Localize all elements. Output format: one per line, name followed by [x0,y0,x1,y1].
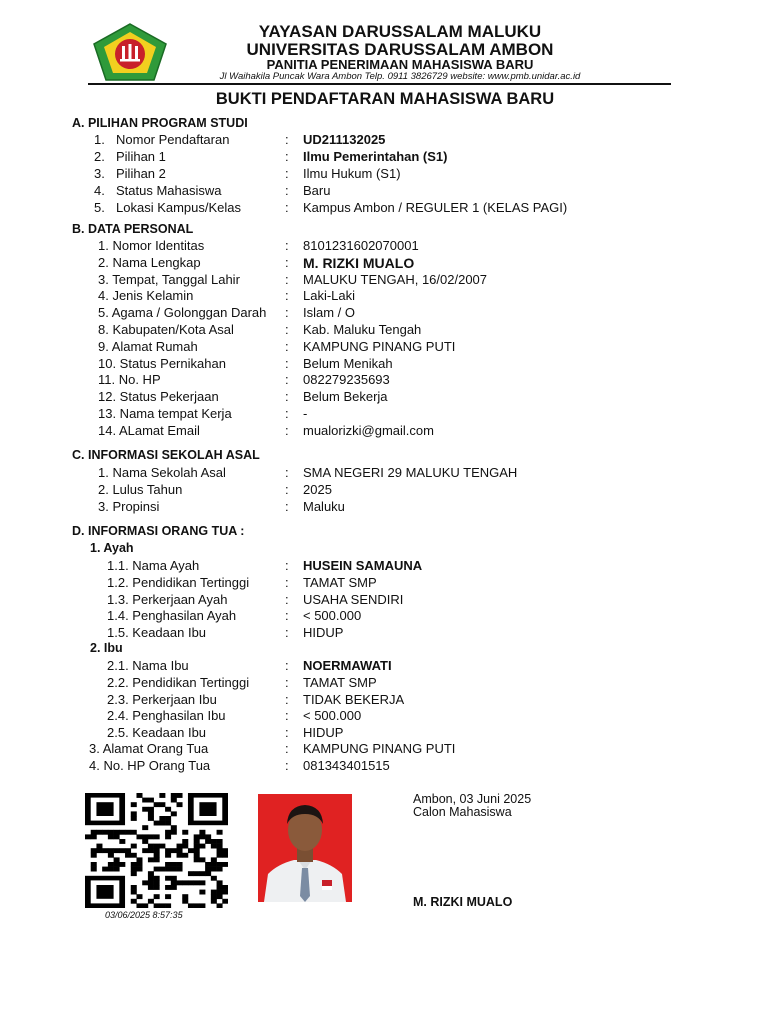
ayah-heading: 1. Ayah [90,541,134,555]
data-row [0,692,768,709]
ibu-heading: 2. Ibu [90,641,123,655]
row-value: Laki-Laki [303,288,356,304]
header-org: YAYASAN DARUSSALAM MALUKU [258,22,542,41]
row-value: 082279235693 [303,372,390,388]
row-colon: : [285,708,289,724]
row-colon: : [285,132,289,147]
qr-code [85,793,228,908]
row-colon: : [285,183,289,198]
row-value: - [303,406,308,421]
data-row [0,322,768,339]
data-row [0,558,768,575]
row-value: TAMAT SMP [303,674,377,690]
row-colon: : [285,625,289,641]
data-row [0,339,768,356]
data-row [0,741,768,758]
row-value: MALUKU TENGAH, 16/02/2007 [303,271,488,287]
data-row [0,132,768,149]
data-row [0,575,768,592]
data-row [0,708,768,725]
data-row [0,465,768,482]
data-row [0,423,768,440]
row-colon: : [285,149,289,164]
row-value: SMA NEGERI 29 MALUKU TENGAH [303,465,518,480]
row-colon: : [285,238,289,253]
data-row [0,658,768,675]
data-row [0,305,768,322]
row-colon: : [285,691,289,707]
data-row [0,758,768,775]
row-colon: : [285,288,289,304]
row-label: 1.4. Penghasilan Ayah [107,608,237,624]
data-row [0,166,768,183]
header-committee: PANITIA PENERIMAAN MAHASISWA BARU [266,57,534,72]
row-label: 3. Alamat Orang Tua [89,741,209,756]
header-university: UNIVERSITAS DARUSSALAM AMBON [246,40,554,59]
data-row [0,608,768,625]
data-row [0,288,768,305]
row-colon: : [285,338,289,354]
row-label: 4. No. HP Orang Tua [89,757,211,773]
row-label: 2.5. Keadaan Ibu [107,725,207,741]
row-label: 10. Status Pernikahan [98,355,226,371]
row-label: 3. Propinsi [98,498,160,514]
row-value: Ilmu Hukum (S1) [303,166,401,181]
row-label: 1.3. Perkerjaan Ayah [107,591,228,607]
row-colon: : [285,741,289,756]
row-colon: : [285,465,289,480]
row-colon: : [285,254,289,270]
data-row [0,406,768,423]
row-value: USAHA SENDIRI [303,591,404,607]
row-value: M. RIZKI MUALO [303,254,415,271]
data-row [0,356,768,373]
row-label: Pilihan 1 [116,149,166,164]
row-value: 2025 [303,481,332,497]
row-label: 2.2. Pendidikan Tertinggi [107,674,250,690]
row-colon: : [285,355,289,371]
university-logo [92,22,168,82]
row-value: KAMPUNG PINANG PUTI [303,741,456,756]
row-label: 4. Jenis Kelamin [98,288,194,304]
row-colon: : [285,498,289,514]
section-d-heading: D. INFORMASI ORANG TUA : [72,524,245,538]
row-label: Lokasi Kampus/Kelas [116,200,242,215]
row-label: 14. ALamat Email [98,422,200,438]
qr-timestamp: 03/06/2025 8:57:35 [105,910,183,920]
row-value: mualorizki@gmail.com [303,422,434,438]
row-value: 8101231602070001 [303,238,419,253]
row-number: 5. [94,200,105,215]
row-colon: : [285,389,289,405]
row-value: Belum Menikah [303,355,393,371]
row-colon: : [285,166,289,181]
row-value: Islam / O [303,305,356,321]
row-number: 4. [94,183,105,198]
row-value: TIDAK BEKERJA [303,691,405,707]
row-number: 1. [94,132,105,147]
data-row [0,592,768,609]
row-colon: : [285,574,289,590]
row-value: < 500.000 [303,608,362,624]
data-row [0,272,768,289]
row-label: 2. Lulus Tahun [98,481,183,497]
row-colon: : [285,372,289,388]
row-value: TAMAT SMP [303,574,377,590]
row-label: 1.2. Pendidikan Tertinggi [107,574,250,590]
row-value: Ilmu Pemerintahan (S1) [303,149,448,164]
row-colon: : [285,200,289,215]
header-address: Jl Waihakila Puncak Wara Ambon Telp. 0911 3826729 website: www.pmb.unidar.ac.id [219,71,581,82]
row-colon: : [285,558,289,573]
row-label: Status Mahasiswa [116,183,222,198]
row-label: 2.1. Nama Ibu [107,658,189,673]
row-value: HIDUP [303,625,344,641]
document-title: BUKTI PENDAFTARAN MAHASISWA BARU [215,90,555,108]
data-row [0,372,768,389]
row-label: Pilihan 2 [116,166,166,181]
row-colon: : [285,481,289,497]
data-row [0,183,768,200]
data-row [0,675,768,692]
signer-role: Calon Mahasiswa [413,805,512,819]
row-value: < 500.000 [303,708,362,724]
row-colon: : [285,591,289,607]
row-colon: : [285,725,289,741]
section-c-heading: C. INFORMASI SEKOLAH ASAL [72,448,260,462]
row-number: 2. [94,149,105,164]
row-label: 2.4. Penghasilan Ibu [107,708,226,724]
row-value: Maluku [303,498,345,514]
row-value: Kab. Maluku Tengah [303,322,422,337]
row-label: 5. Agama / Golonggan Darah [98,305,267,321]
row-label: 1.5. Keadaan Ibu [107,625,207,641]
student-photo [258,794,352,902]
data-row [0,255,768,272]
row-label: 12. Status Pekerjaan [98,389,219,405]
header-divider [88,83,671,85]
row-value: KAMPUNG PINANG PUTI [303,338,456,354]
row-value: UD211132025 [303,132,386,147]
row-value: HIDUP [303,725,344,741]
row-number: 3. [94,166,105,181]
data-row [0,625,768,642]
row-label: 1. Nomor Identitas [98,238,205,253]
row-colon: : [285,658,289,673]
data-row [0,725,768,742]
place-date: Ambon, 03 Juni 2025 [413,792,532,806]
data-row [0,238,768,255]
row-label: 1.1. Nama Ayah [107,558,200,573]
row-label: 9. Alamat Rumah [98,338,198,354]
row-label: 3. Tempat, Tanggal Lahir [98,271,240,287]
row-colon: : [285,271,289,287]
row-colon: : [285,674,289,690]
section-b-heading: B. DATA PERSONAL [72,222,194,236]
row-label: Nomor Pendaftaran [116,132,230,147]
row-value: Baru [303,183,331,198]
data-row [0,389,768,406]
row-colon: : [285,422,289,438]
data-row [0,482,768,499]
data-row [0,499,768,516]
data-row [0,149,768,166]
row-colon: : [285,322,289,337]
row-value: Kampus Ambon / REGULER 1 (KELAS PAGI) [303,200,568,215]
section-a-heading: A. PILIHAN PROGRAM STUDI [72,116,248,130]
data-row [0,200,768,217]
row-label: 2. Nama Lengkap [98,254,201,270]
row-colon: : [285,406,289,421]
row-label: 2.3. Perkerjaan Ibu [107,691,217,707]
signer-name: M. RIZKI MUALO [413,895,513,909]
row-colon: : [285,757,289,773]
row-label: 8. Kabupaten/Kota Asal [98,322,234,337]
row-value: 081343401515 [303,757,390,773]
row-colon: : [285,608,289,624]
row-value: NOERMAWATI [303,658,392,673]
row-label: 13. Nama tempat Kerja [98,406,232,421]
row-label: 11. No. HP [98,372,161,388]
row-value: Belum Bekerja [303,389,388,405]
row-value: HUSEIN SAMAUNA [303,558,423,573]
row-colon: : [285,305,289,321]
row-label: 1. Nama Sekolah Asal [98,465,226,480]
